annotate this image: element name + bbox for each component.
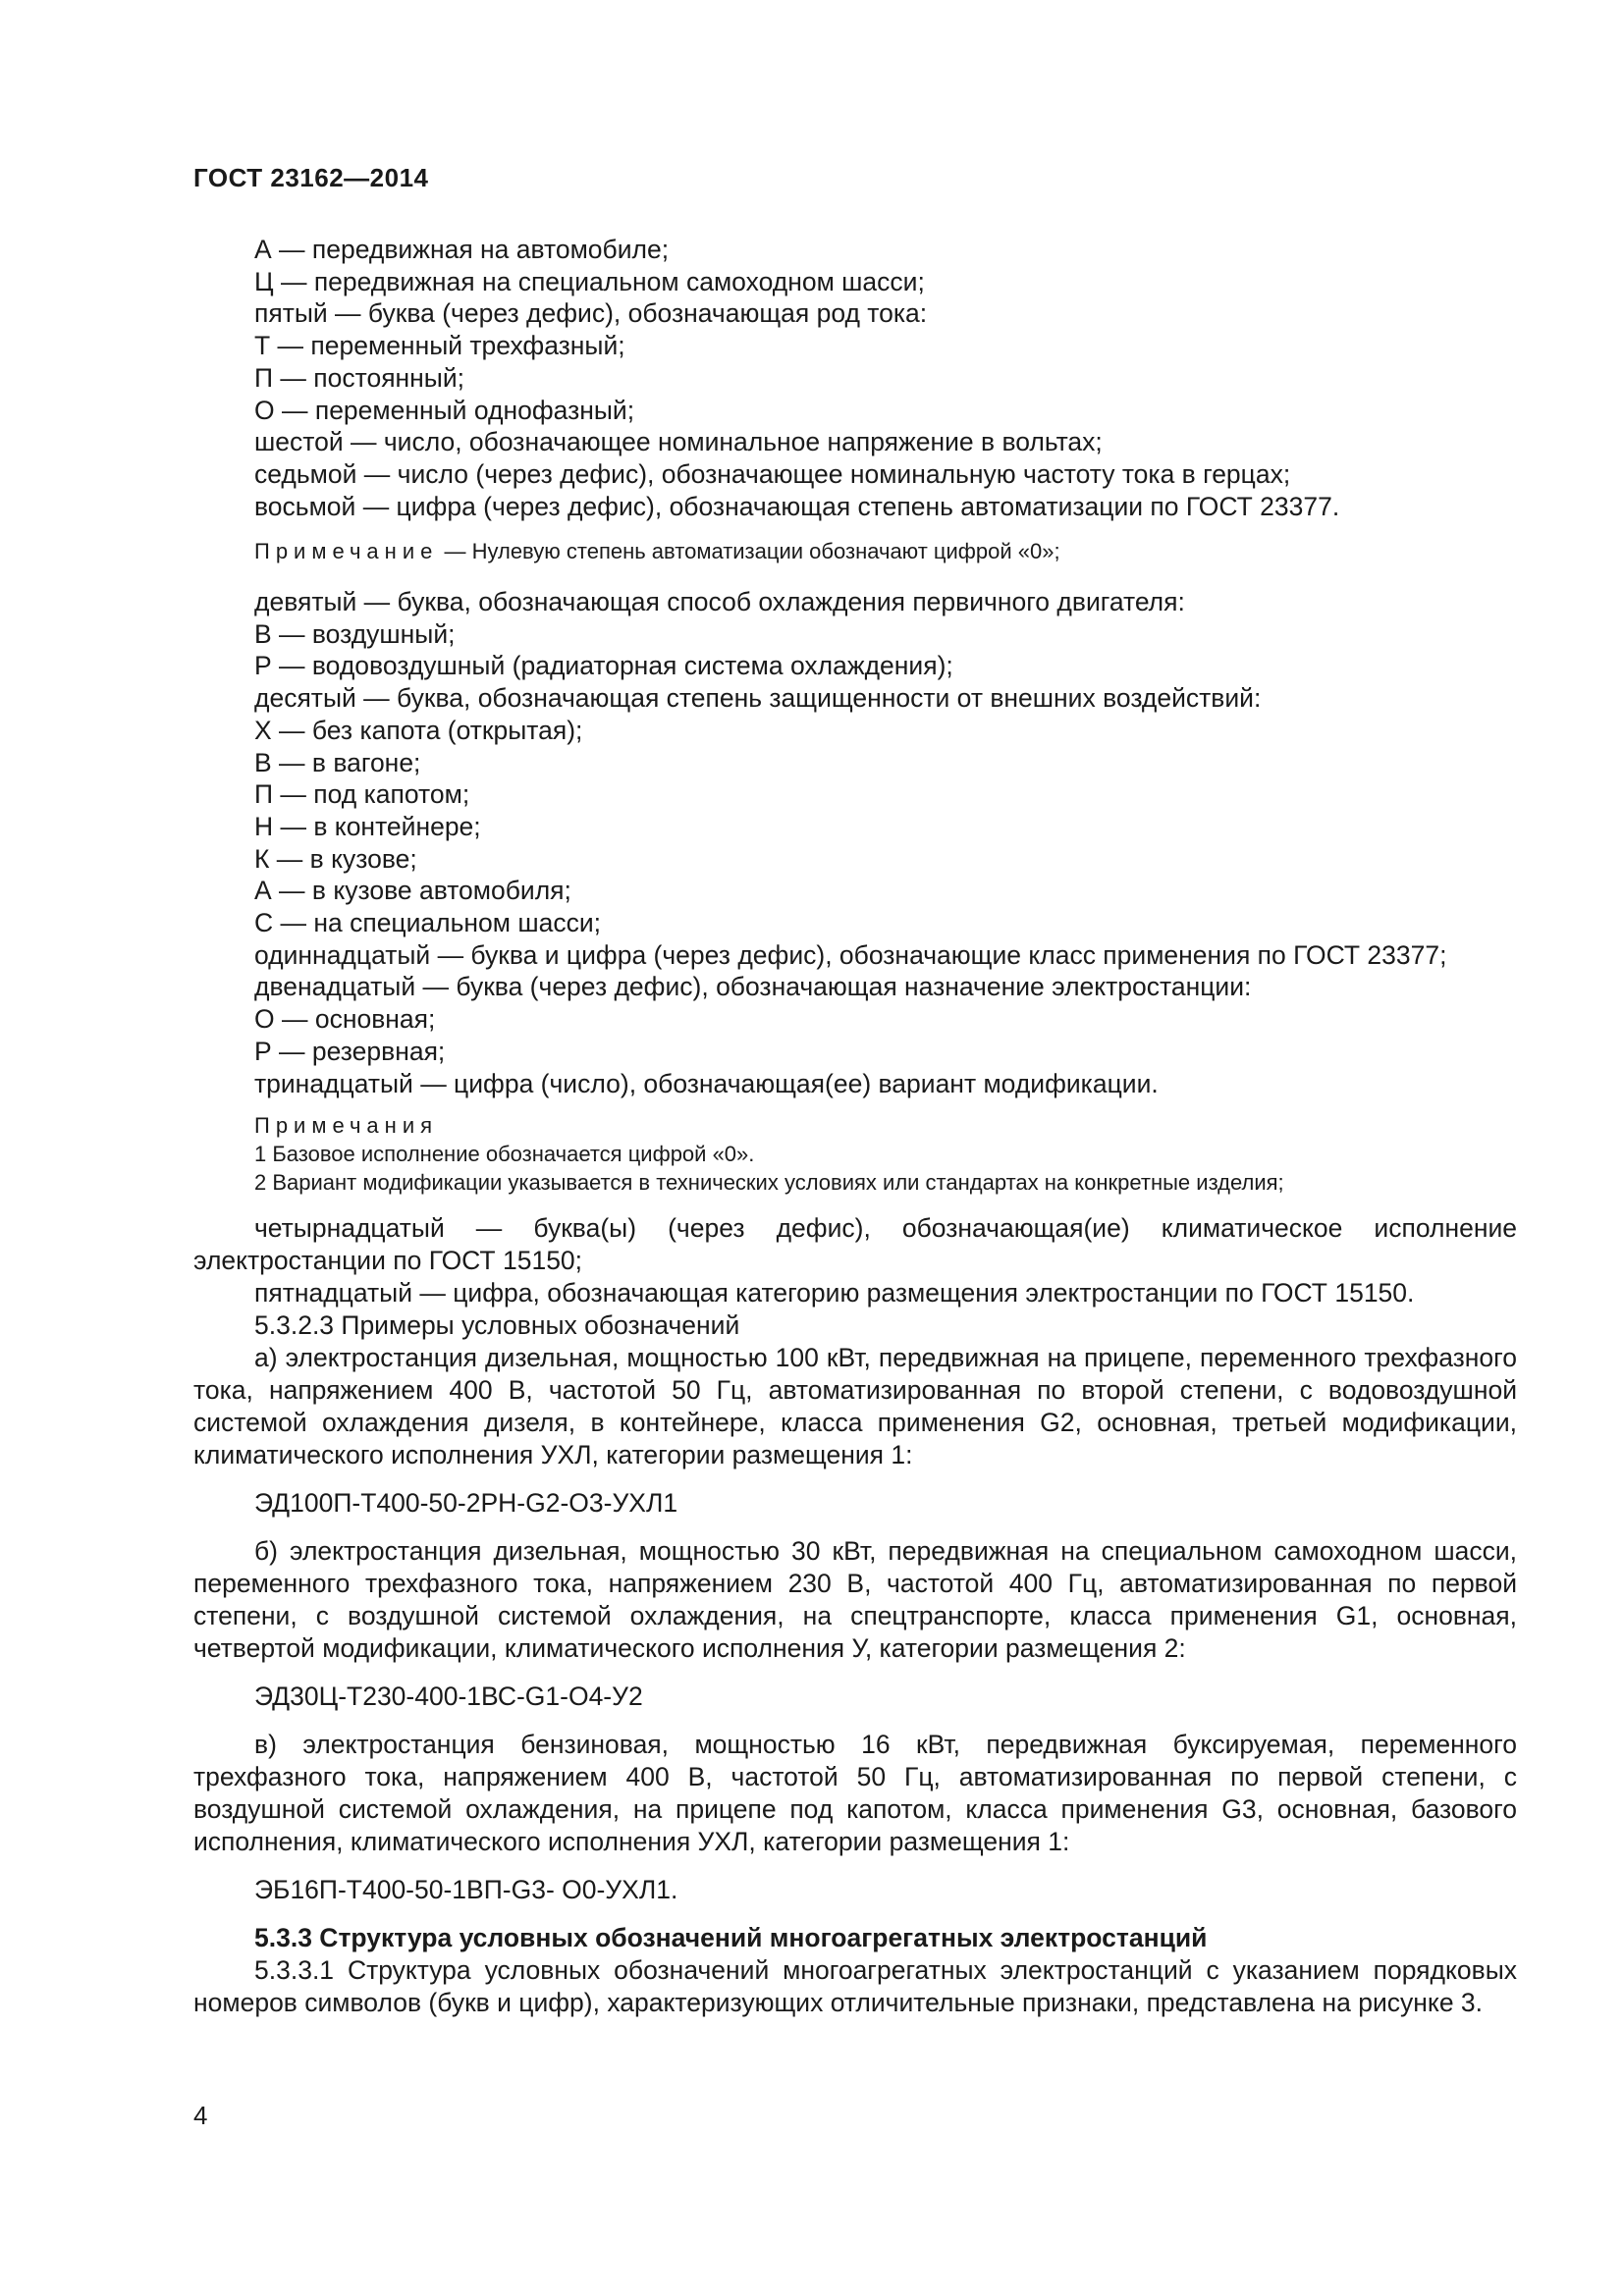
list-item: В — воздушный; <box>254 618 456 649</box>
list-item: В — в вагоне; <box>254 747 421 777</box>
list-item: пятый — буква (через дефис), обозначающая род тока: <box>254 298 928 329</box>
designation-code-a: ЭД100П-Т400-50-2РН-G2-О3-УХЛ1 <box>254 1488 678 1518</box>
list-item: О — переменный однофазный; <box>254 395 635 425</box>
list-item: П — постоянный; <box>254 362 465 393</box>
note-item: 2 Вариант модификации указывается в технических условиях или стандартах на конкретные изделия; <box>254 1170 1284 1195</box>
designation-code-c: ЭБ16П-Т400-50-1ВП-G3- О0-УХЛ1. <box>254 1875 678 1904</box>
list-item: Р — водовоздушный (радиаторная система охлаждения); <box>254 651 953 681</box>
note-item: 1 Базовое исполнение обозначается цифрой «0». <box>254 1142 755 1166</box>
note-label: Примечание <box>254 539 439 563</box>
section-heading: 5.3.3 Структура условных обозначений многоагрегатных электростанций <box>254 1923 1208 1952</box>
notes-2 <box>193 1111 1517 1197</box>
list-item: О — основная; <box>254 1004 436 1035</box>
list-item: А — передвижная на автомобиле; <box>254 235 670 264</box>
note-1 <box>193 537 1517 565</box>
list-item: Н — в контейнере; <box>254 811 481 841</box>
note-text: — Нулевую степень автоматизации обозначают цифрой «0»; <box>444 539 1060 563</box>
list-item: тринадцатый — цифра (число), обозначающая(ее) вариант модификации. <box>254 1068 1159 1098</box>
list-item: П — под капотом; <box>254 779 470 810</box>
list-item: С — на специальном шасси; <box>254 908 602 938</box>
list-item: Т — переменный трехфазный; <box>254 331 625 361</box>
list-item: Р — резервная; <box>254 1036 446 1066</box>
list-item: десятый — буква, обозначающая степень защищенности от внешних воздействий: <box>254 683 1262 714</box>
notes-label: Примечания <box>254 1113 439 1138</box>
list-item: Ц — передвижная на специальном самоходном шасси; <box>254 266 925 296</box>
paragraph: четырнадцатый — буква(ы) (через дефис), обозначающая(ие) климатическое исполнение электростанции по ГОСТ 15150; <box>193 1213 1517 1275</box>
example-a: а) электростанция дизельная, мощностью 100 кВт, передвижная на прицепе, переменного трехфазного тока, напряжением 400 В, частотой 50 Гц, автоматизированная по второй степени, с водовоздушной системой охлаждения дизеля, в контейнере, класса применения G2, основная, третьей модификации, климатического исполнения УХЛ, категории размещения 1: <box>193 1343 1517 1469</box>
designation-list-2 <box>193 586 1517 1099</box>
list-item: седьмой — число (через дефис), обозначающее номинальную частоту тока в герцах; <box>254 458 1291 489</box>
list-item: А — в кузове автомобиля; <box>254 876 571 906</box>
example-b: б) электростанция дизельная, мощностью 30 кВт, передвижная на специальном самоходном шасси, переменного трехфазного тока, напряжением 230 В, частотой 400 Гц, автоматизированная по первой степени, с воздушной системой охлаждения, на спецтранспорте, класса применения G1, основная, четвертой модификации, климатического исполнения У, категории размещения 2: <box>193 1536 1517 1663</box>
designation-code-b: ЭД30Ц-Т230-400-1ВС-G1-О4-У2 <box>254 1682 643 1711</box>
paragraph: пятнадцатый — цифра, обозначающая категорию размещения электростанции по ГОСТ 15150. <box>254 1278 1415 1308</box>
page-number: 4 <box>193 2101 208 2130</box>
document-header: ГОСТ 23162—2014 <box>193 163 429 192</box>
list-item: девятый — буква, обозначающая способ охлаждения первичного двигателя: <box>254 587 1185 616</box>
list-item: двенадцатый — буква (через дефис), обозначающая назначение электростанции: <box>254 972 1252 1002</box>
list-item: К — в кузове; <box>254 843 417 874</box>
list-item: шестой — число, обозначающее номинальное напряжение в вольтах; <box>254 427 1103 457</box>
list-item: Х — без капота (открытая); <box>254 715 583 745</box>
section-paragraph: 5.3.3.1 Структура условных обозначений многоагрегатных электростанций с указанием порядковых номеров символов (букв и цифр), характеризующих отличительные признаки, представлена на рисунке 3. <box>193 1955 1517 2017</box>
body-text <box>193 1212 1517 2019</box>
subsection-heading: 5.3.2.3 Примеры условных обозначений <box>254 1310 740 1340</box>
list-item: восьмой — цифра (через дефис), обозначающая степень автоматизации по ГОСТ 23377. <box>254 491 1340 521</box>
list-item: одиннадцатый — буква и цифра (через дефис), обозначающие класс применения по ГОСТ 23377; <box>254 939 1447 970</box>
designation-list-1 <box>193 234 1517 522</box>
example-c: в) электростанция бензиновая, мощностью 16 кВт, передвижная буксируемая, переменного трехфазного тока, напряжением 400 В, частотой 50 Гц, автоматизированная по первой степени, с воздушной системой охлаждения, на прицепе под капотом, класса применения G3, основная, базового исполнения, климатического исполнения УХЛ, категории размещения 1: <box>193 1730 1517 1856</box>
